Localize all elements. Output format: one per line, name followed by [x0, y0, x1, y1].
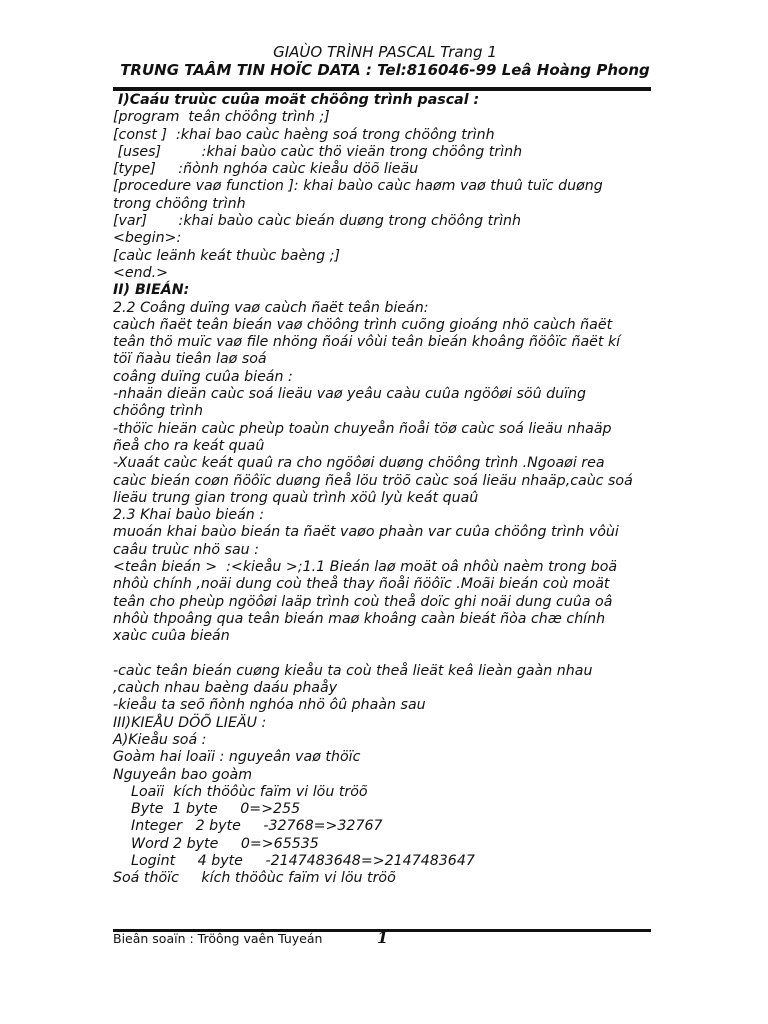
text-line: [program teân chöông trình ;]: [113, 109, 330, 126]
header-title: GIAÙO TRÌNH PASCAL Trang 1: [273, 43, 497, 61]
text-line: nhôù chính ,noäi dung coù theå thay ñoåi ñöôïc .Moãi bieán coù moät: [113, 576, 610, 593]
text-line: <end.>: [113, 264, 169, 281]
text-line: nhôù thpoâng qua teân bieán maø khoâng caàn bieát ñòa chæ chính: [113, 610, 606, 627]
text-line: caùch ñaët teân bieán vaø chöông trình cuõng gioáng nhö caùch ñaët: [113, 316, 613, 333]
text-line: ñeå cho ra keát quaû: [113, 437, 265, 454]
text-line: Soá thöïc kích thöôùc faïm vi löu tröõ: [113, 870, 396, 887]
text-line: III)KIEÅU DÖÕ LIEÄU :: [113, 714, 267, 731]
text-line: Word 2 byte 0=>65535: [113, 835, 319, 852]
text-line: ,caùch nhau baèng daáu phaåy: [113, 680, 338, 697]
footer-author: Bieân soaïn : Tröông vaên Tuyeán: [113, 931, 323, 946]
text-line: [var] :khai baùo caùc bieán duøng trong chöông trình: [113, 213, 521, 230]
text-line: caùc bieán coøn ñöôïc duøng ñeå löu tröõ caùc soá lieäu nhaäp,caùc soá: [113, 472, 633, 489]
text-line: teân thö muïc vaø file nhöng ñoái vôùi teân bieán khoâng ñöôïc ñaët kí: [113, 334, 621, 351]
text-line: muoán khai baùo bieán ta ñaët vaøo phaàn var cuûa chöông trình vôùi: [113, 524, 619, 541]
text-line: II) BIEÁN:: [113, 282, 190, 299]
text-line: Loaïi kích thöôùc faïm vi löu tröõ: [113, 783, 368, 800]
text-line: A)Kieåu soá :: [113, 731, 207, 748]
text-line: -nhaän dieän caùc soá lieäu vaø yeâu caàu cuûa ngöôøi söû duïng: [113, 386, 587, 403]
text-line: trong chöông trình: [113, 195, 246, 212]
text-line: Goàm hai loaïi : nguyeân vaø thöïc: [113, 749, 361, 766]
header-rule: [113, 87, 651, 91]
text-line: [uses] :khai baùo caùc thö vieän trong chöông trình: [113, 143, 523, 160]
text-line: coâng duïng cuûa bieán :: [113, 368, 293, 385]
document-body: [113, 92, 661, 888]
text-line: Byte 1 byte 0=>255: [113, 801, 301, 818]
text-line: <begin>:: [113, 230, 182, 247]
text-line: <teân bieán > :<kieåu >;1.1 Bieán laø moät oâ nhôù naèm trong boä: [113, 559, 618, 576]
text-line: -caùc teân bieán cuøng kieåu ta coù theå lieät keâ lieàn gaàn nhau: [113, 662, 593, 679]
text-line: -Xuaát caùc keát quaû ra cho ngöôøi duøng chöông trình .Ngoaøi rea: [113, 455, 605, 472]
text-line: chöông trình: [113, 403, 203, 420]
text-line: Nguyeân bao goàm: [113, 766, 253, 783]
text-line: [type] :ñònh nghóa caùc kieåu döõ lieäu: [113, 161, 419, 178]
text-line: lieäu trung gian trong quaù trình xöû lyù keát quaû: [113, 489, 479, 506]
text-line: -kieåu ta seõ ñònh nghóa nhö ôû phaàn sau: [113, 697, 426, 714]
text-line: xaùc cuûa bieán: [113, 628, 230, 645]
text-line: teân cho pheùp ngöôøi laäp trình coù theå doïc ghi noäi dung cuûa oâ: [113, 593, 613, 610]
text-line: töï ñaàu tieân laø soá: [113, 351, 267, 368]
text-line: [113, 646, 661, 663]
text-line: 2.3 Khai baùo bieán :: [113, 507, 265, 524]
text-line: [caùc leänh keát thuùc baèng ;]: [113, 247, 340, 264]
text-line: Integer 2 byte -32768=>32767: [113, 818, 383, 835]
text-line: I)Caáu truùc cuûa moät chöông trình pascal :: [113, 92, 480, 108]
header-subtitle: TRUNG TAÂM TIN HOÏC DATA : Tel:816046-99 Leâ Hoàng Phong: [120, 61, 650, 79]
text-line: [procedure vaø function ]: khai baùo caùc haøm vaø thuû tuïc duøng: [113, 178, 603, 195]
text-line: [const ] :khai bao caùc haèng soá trong chöông trình: [113, 126, 495, 143]
text-line: caâu truùc nhö sau :: [113, 541, 259, 558]
text-line: Logint 4 byte -2147483648=>2147483647: [113, 853, 475, 870]
text-line: -thöïc hieän caùc pheùp toaùn chuyeån ñoåi töø caùc soá lieäu nhaäp: [113, 420, 612, 437]
text-line: 2.2 Coâng duïng vaø caùch ñaët teân bieán:: [113, 299, 429, 316]
page-number: 1: [377, 928, 389, 947]
